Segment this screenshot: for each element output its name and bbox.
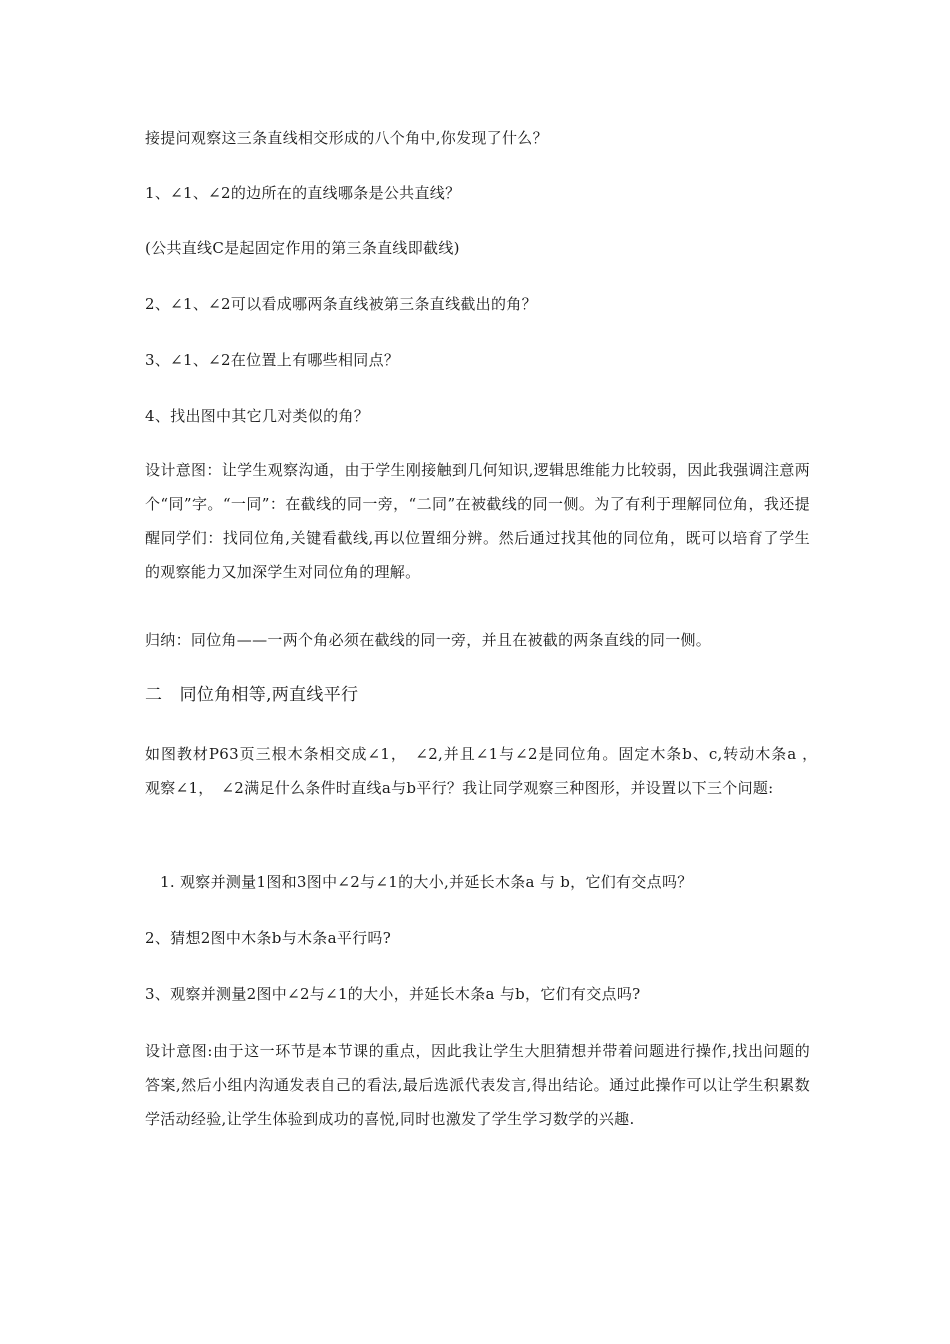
task-question-2: 2、猜想2图中木条b与木条a平行吗?: [145, 929, 392, 947]
design-intent-paragraph-1: 设计意图：让学生观察沟通，由于学生刚接触到几何知识,逻辑思维能力比较弱，因此我强调注意两个“同”字。“一同”：在截线的同一旁，“二同”在被截线的同一侧。为了有利于理解同位角，我还提醒同学们：找同位角,关键看截线,再以位置细分辨。然后通过找其他的同位角，既可以培育了学生的观察能力又加深学生对同位角的理解。: [145, 461, 810, 581]
question-1: 1、∠1、∠2的边所在的直线哪条是公共直线？: [145, 184, 461, 202]
question-3: 3、∠1、∠2在位置上有哪些相同点？: [145, 351, 400, 369]
task-question-1: 1. 观察并测量1图和3图中∠2与∠1的大小,并延长木条a 与 b，它们有交点吗？: [160, 873, 693, 891]
question-intro: 接提问观察这三条直线相交形成的八个角中,你发现了什么？: [145, 129, 548, 147]
question-2: 2、∠1、∠2可以看成哪两条直线被第三条直线截出的角？: [145, 295, 537, 313]
design-intent-paragraph-2: 设计意图:由于这一环节是本节课的重点，因此我让学生大胆猜想并带着问题进行操作,找出问题的答案,然后小组内沟通发表自己的看法,最后选派代表发言,得出结论。通过此操作可以让学生积累数学活动经验,让学生体验到成功的喜悦,同时也激发了学生学习数学的兴趣.: [145, 1042, 810, 1128]
summary-paragraph: 归纳：同位角——一两个角必须在截线的同一旁，并且在被截的两条直线的同一侧。: [145, 631, 712, 649]
question-1-answer: (公共直线C是起固定作用的第三条直线即截线): [145, 239, 460, 257]
section-heading-2: 二 同位角相等,两直线平行: [145, 685, 359, 705]
task-question-3: 3、观察并测量2图中∠2与∠1的大小，并延长木条a 与b，它们有交点吗?: [145, 985, 641, 1003]
section-2-intro-paragraph: 如图教材P63页三根木条相交成∠1， ∠2,并且∠1与∠2是同位角。固定木条b、c,转动木条a ， 观察∠1， ∠2满足什么条件时直线a与b平行？我让同学观察三种图形，并设置以下三个问题:: [145, 745, 826, 797]
question-4: 4、找出图中其它几对类似的角？: [145, 407, 370, 425]
